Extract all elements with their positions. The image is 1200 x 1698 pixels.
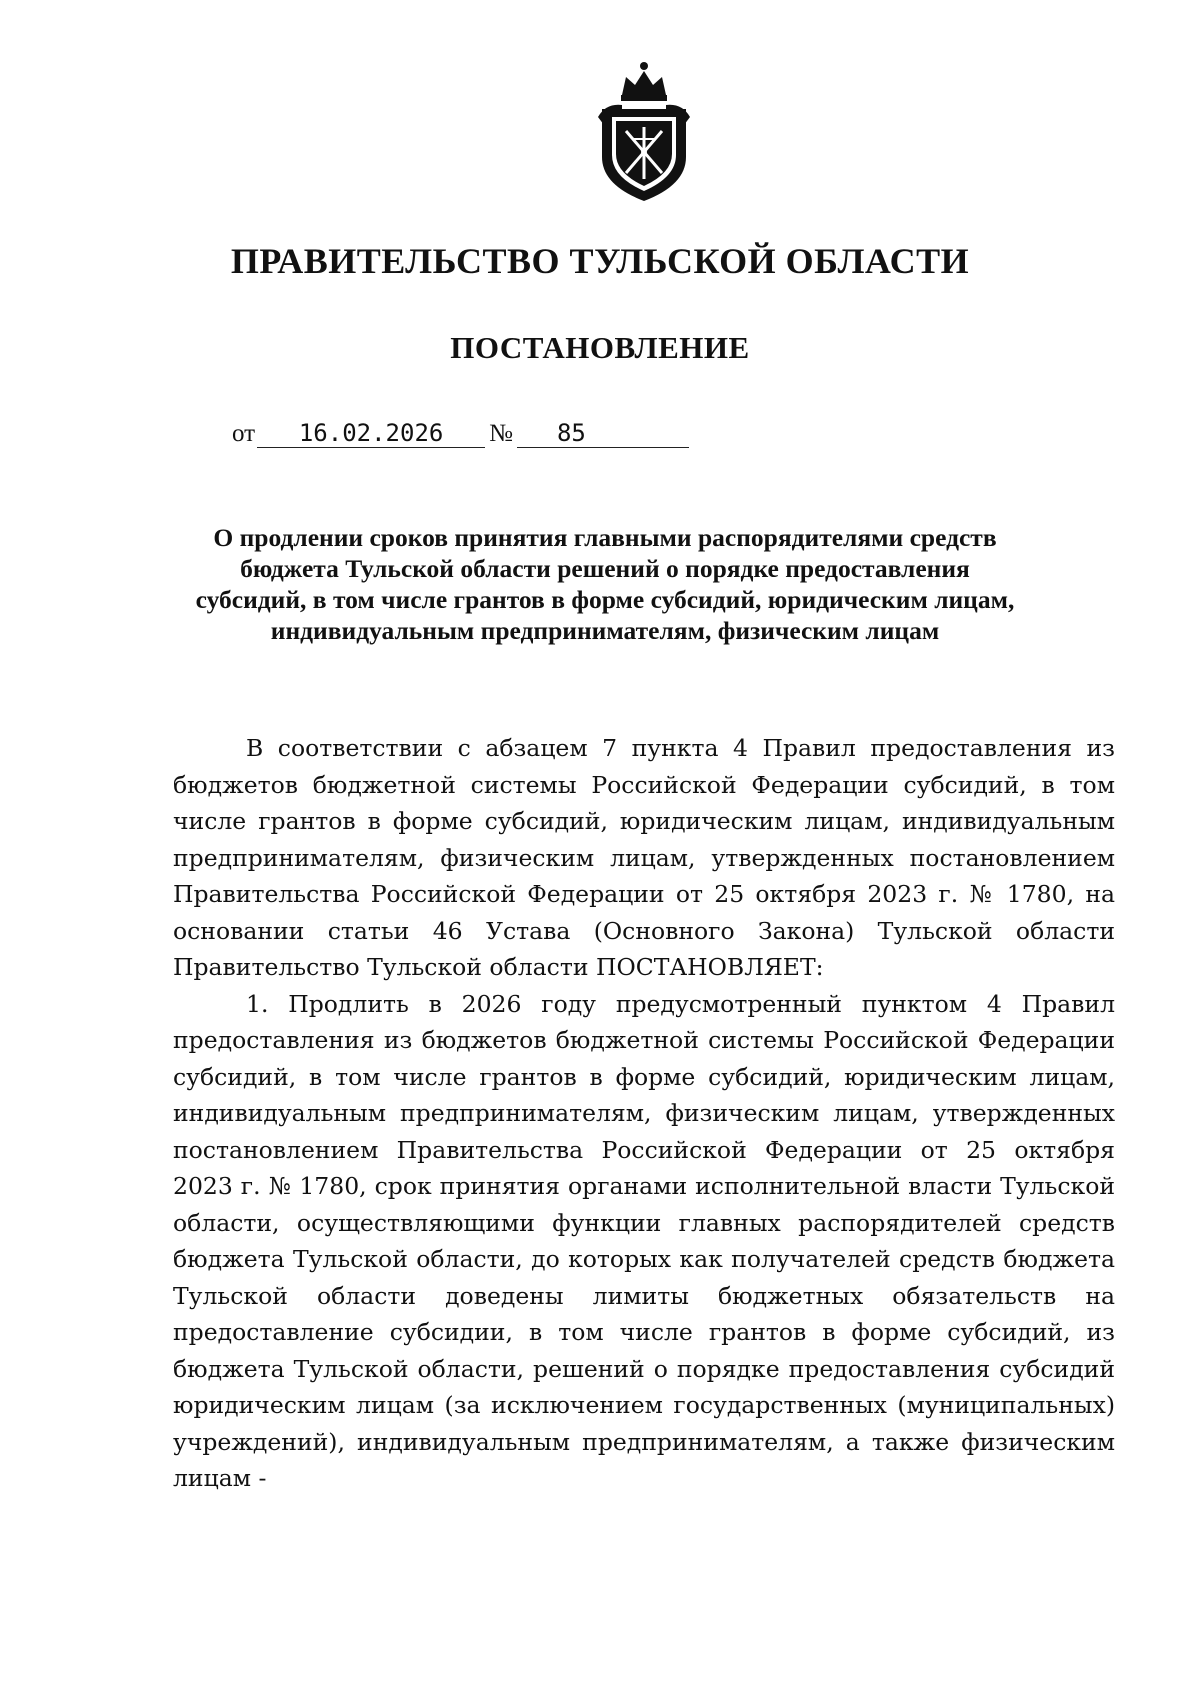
from-label: от — [232, 420, 256, 447]
title-line: субсидий, в том числе грантов в форме субсидий, юридическим лицам, — [195, 585, 1015, 614]
organization-name: ПРАВИТЕЛЬСТВО ТУЛЬСКОЙ ОБЛАСТИ — [230, 241, 970, 281]
document-type: ПОСТАНОВЛЕНИЕ — [450, 330, 750, 365]
tula-coat-of-arms-emblem — [588, 55, 700, 203]
title-line: О продлении сроков принятия главными распорядителями средств — [213, 523, 997, 552]
document-body — [173, 730, 1115, 1497]
clause-paragraph: 1. Продлить в 2026 году предусмотренный пунктом 4 Правил предоставления из бюджетов бюджетной системы Российской Федерации субсидий, в том числе грантов в форме субсидий, юридическим лицам, индивидуальным предпринимателям, физическим лицам, утвержденных постановлением Правительства Российской Федерации от 25 октября 2023 г. № 1780, срок принятия органами исполнительной власти Тульской области, осуществляющими функции главных распорядителей средств бюджета Тульской области, до которых как получателей средств бюджета Тульской области доведены лимиты бюджетных обязательств на предоставление субсидии, в том числе грантов в форме субсидий, из бюджета Тульской области, решений о порядке предоставления субсидий юридическим лицам (за исключением государственных (муниципальных) учреждений), индивидуальным предпринимателям, а также физическим лицам - — [173, 989, 1115, 1492]
document-number: 85 — [517, 420, 689, 448]
title-line: бюджета Тульской области решений о порядке предоставления — [240, 554, 970, 583]
number-label: № — [489, 420, 513, 447]
document-date: 16.02.2026 — [257, 420, 485, 448]
date-number-line — [232, 420, 689, 448]
document-title — [195, 522, 1015, 646]
preamble-paragraph: В соответствии с абзацем 7 пункта 4 Правил предоставления из бюджетов бюджетной системы Российской Федерации субсидий, в том числе грантов в форме субсидий, юридическим лицам, индивидуальным предпринимателям, физическим лицам, утвержденных постановлением Правительства Российской Федерации от 25 октября 2023 г. № 1780, на основании статьи 46 Устава (Основного Закона) Тульской области Правительство Тульской области ПОСТАНОВЛЯЕТ: — [173, 734, 1115, 981]
title-line: индивидуальным предпринимателям, физическим лицам — [270, 616, 940, 645]
